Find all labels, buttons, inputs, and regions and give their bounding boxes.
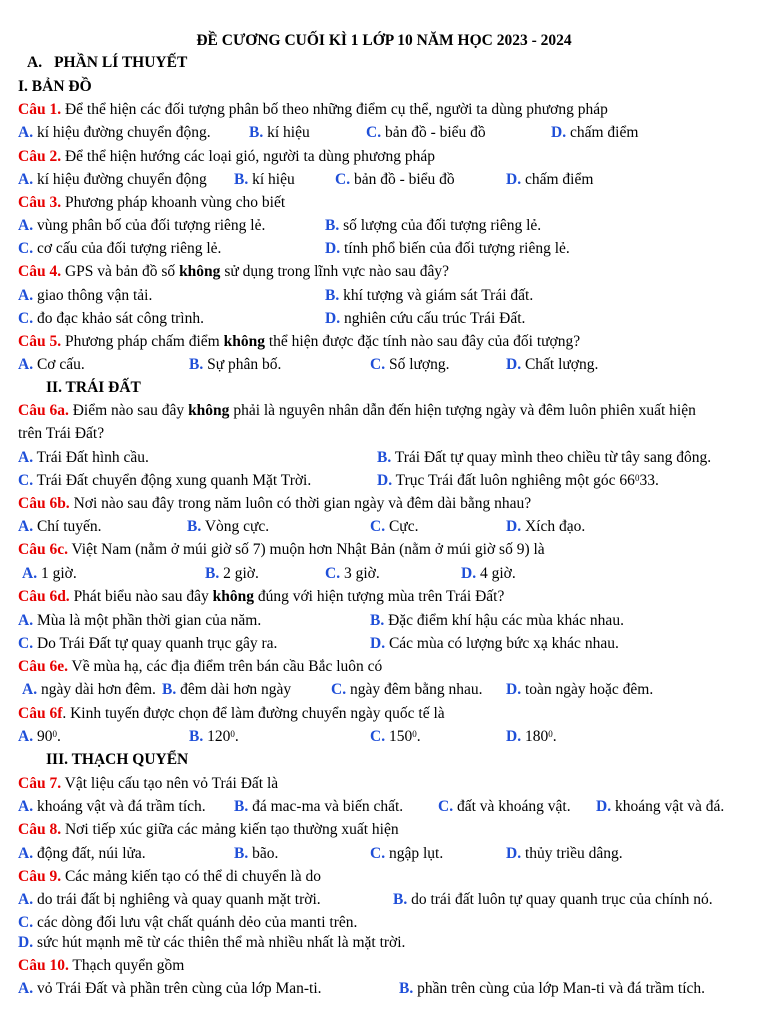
document-title: ĐỀ CƯƠNG CUỐI KÌ 1 LỚP 10 NĂM HỌC 2023 - 2024 bbox=[196, 32, 572, 49]
question-9: Câu 9. Các mảng kiến tạo có thể di chuyển là do bbox=[18, 868, 322, 885]
q10-option-a: A. vỏ Trái Đất và phần trên cùng của lớp Man-ti. bbox=[18, 980, 322, 997]
q6e-option-c: C. ngày đêm bằng nhau. bbox=[331, 681, 483, 698]
section-thach-quyen-heading: III. THẠCH QUYỂN bbox=[46, 751, 189, 768]
question-6a-cont: trên Trái Đất? bbox=[18, 425, 105, 442]
q2-option-d: D. chấm điểm bbox=[506, 171, 594, 188]
q6d-option-d: D. Các mùa có lượng bức xạ khác nhau. bbox=[370, 635, 619, 652]
q6f-option-d: D. $180^0$. bbox=[506, 728, 557, 745]
question-6d: Câu 6d. Phát biểu nào sau đây không đúng với hiện tượng mùa trên Trái Đất? bbox=[18, 588, 505, 605]
q9-option-c: C. các dòng đối lưu vật chất quánh dẻo của manti trên. bbox=[18, 914, 358, 931]
q6f-option-a: A. $90^0$. bbox=[18, 728, 61, 745]
q6c-option-b: B. 2 giờ. bbox=[205, 565, 259, 582]
q6c-option-c: C. 3 giờ. bbox=[325, 565, 380, 582]
section-ban-do-heading: I. BẢN ĐỒ bbox=[18, 78, 92, 95]
q2-option-b: B. kí hiệu bbox=[234, 171, 295, 188]
q1-option-d: D. chấm điểm bbox=[551, 124, 639, 141]
q2-option-c: C. bản đồ - biểu đồ bbox=[335, 171, 455, 188]
q5-option-b: B. Sự phân bố. bbox=[189, 356, 282, 373]
q4-option-a: A. giao thông vận tải. bbox=[18, 287, 153, 304]
question-6c: Câu 6c. Việt Nam (nằm ở múi giờ số 7) muộn hơn Nhật Bản (nằm ở múi giờ số 9) là bbox=[18, 541, 545, 558]
q6d-option-a: A. Mùa là một phần thời gian của năm. bbox=[18, 612, 262, 629]
q8-option-a: A. động đất, núi lửa. bbox=[18, 845, 146, 862]
part-a-heading: A. PHẦN LÍ THUYẾT bbox=[27, 54, 188, 71]
q6a-option-d: D. Trục Trái đất luôn nghiêng một góc $66^033$. bbox=[377, 472, 659, 489]
q4-option-c: C. đo đạc khảo sát công trình. bbox=[18, 310, 204, 327]
q8-option-b: B. bão. bbox=[234, 845, 279, 862]
q6f-option-c: C. $150^0$. bbox=[370, 728, 421, 745]
q6a-option-a: A. Trái Đất hình cầu. bbox=[18, 449, 149, 466]
q3-option-a: A. vùng phân bố của đối tượng riêng lẻ. bbox=[18, 217, 266, 234]
q3-option-c: C. cơ cấu của đối tượng riêng lẻ. bbox=[18, 240, 222, 257]
q1-option-b: B. kí hiệu bbox=[249, 124, 310, 141]
q3-option-d: D. tính phổ biến của đối tượng riêng lẻ. bbox=[325, 240, 570, 257]
q1-option-a: A. kí hiệu đường chuyển động. bbox=[18, 124, 211, 141]
q9-option-b: B. do trái đất luôn tự quay quanh trục của chính nó. bbox=[393, 891, 713, 908]
q6e-option-b: B. đêm dài hơn ngày bbox=[162, 681, 292, 698]
q6a-option-c: C. Trái Đất chuyển động xung quanh Mặt Trời. bbox=[18, 472, 312, 489]
q6d-option-b: B. Đặc điểm khí hậu các mùa khác nhau. bbox=[370, 612, 624, 629]
q5-option-c: C. Số lượng. bbox=[370, 356, 450, 373]
q4-option-b: B. khí tượng và giám sát Trái đất. bbox=[325, 287, 534, 304]
question-2: Câu 2. Để thể hiện hướng các loại gió, người ta dùng phương pháp bbox=[18, 148, 436, 165]
q5-option-a: A. Cơ cấu. bbox=[18, 356, 85, 373]
q6c-option-d: D. 4 giờ. bbox=[461, 565, 516, 582]
q7-option-a: A. khoáng vật và đá trầm tích. bbox=[18, 798, 206, 815]
q8-option-c: C. ngập lụt. bbox=[370, 845, 444, 862]
q9-option-d: D. sức hút mạnh mẽ từ các thiên thể mà nhiều nhất là mặt trời. bbox=[18, 934, 406, 951]
q6b-option-d: D. Xích đạo. bbox=[506, 518, 586, 535]
q7-option-d: D. khoáng vật và đá. bbox=[596, 798, 725, 815]
q6e-option-d: D. toàn ngày hoặc đêm. bbox=[506, 681, 654, 698]
q5-option-d: D. Chất lượng. bbox=[506, 356, 599, 373]
q7-option-b: B. đá mac-ma và biến chất. bbox=[234, 798, 404, 815]
q6d-option-c: C. Do Trái Đất tự quay quanh trục gây ra. bbox=[18, 635, 278, 652]
question-6b: Câu 6b. Nơi nào sau đây trong năm luôn có thời gian ngày và đêm dài bằng nhau? bbox=[18, 495, 532, 512]
question-6f: Câu 6f. Kinh tuyến được chọn để làm đường chuyển ngày quốc tế là bbox=[18, 705, 445, 722]
q7-option-c: C. đất và khoáng vật. bbox=[438, 798, 571, 815]
q6b-option-b: B. Vòng cực. bbox=[187, 518, 270, 535]
question-6e: Câu 6e. Về mùa hạ, các địa điểm trên bán cầu Bắc luôn có bbox=[18, 658, 383, 675]
question-5: Câu 5. Phương pháp chấm điểm không thể hiện được đặc tính nào sau đây của đối tượng? bbox=[18, 333, 581, 350]
q6c-option-a: A. 1 giờ. bbox=[22, 565, 77, 582]
question-10: Câu 10. Thạch quyển gồm bbox=[18, 957, 185, 974]
q6f-option-b: B. $120^0$. bbox=[189, 728, 239, 745]
section-trai-dat-heading: II. TRÁI ĐẤT bbox=[46, 379, 141, 396]
q1-option-c: C. bản đồ - biểu đồ bbox=[366, 124, 486, 141]
q8-option-d: D. thủy triều dâng. bbox=[506, 845, 623, 862]
question-1: Câu 1. Để thể hiện các đối tượng phân bố theo những điểm cụ thể, người ta dùng phương pháp bbox=[18, 101, 608, 118]
q6a-option-b: B. Trái Đất tự quay mình theo chiều từ tây sang đông. bbox=[377, 449, 712, 466]
q3-option-b: B. số lượng của đối tượng riêng lẻ. bbox=[325, 217, 542, 234]
q10-option-b: B. phần trên cùng của lớp Man-ti và đá trầm tích. bbox=[399, 980, 706, 997]
question-4: Câu 4. GPS và bản đồ số không sử dụng trong lĩnh vực nào sau đây? bbox=[18, 263, 450, 280]
question-6a: Câu 6a. Điểm nào sau đây không phải là nguyên nhân dẫn đến hiện tượng ngày và đêm luôn phiên xuất hiện bbox=[18, 402, 696, 419]
q2-option-a: A. kí hiệu đường chuyển động bbox=[18, 171, 207, 188]
q9-option-a: A. do trái đất bị nghiêng và quay quanh mặt trời. bbox=[18, 891, 321, 908]
question-7: Câu 7. Vật liệu cấu tạo nên vỏ Trái Đất là bbox=[18, 775, 279, 792]
question-3: Câu 3. Phương pháp khoanh vùng cho biết bbox=[18, 194, 286, 211]
question-8: Câu 8. Nơi tiếp xúc giữa các mảng kiến tạo thường xuất hiện bbox=[18, 821, 399, 838]
q6b-option-a: A. Chí tuyến. bbox=[18, 518, 102, 535]
q6b-option-c: C. Cực. bbox=[370, 518, 419, 535]
q4-option-d: D. nghiên cứu cấu trúc Trái Đất. bbox=[325, 310, 526, 327]
q6e-option-a: A. ngày dài hơn đêm. bbox=[22, 681, 156, 698]
